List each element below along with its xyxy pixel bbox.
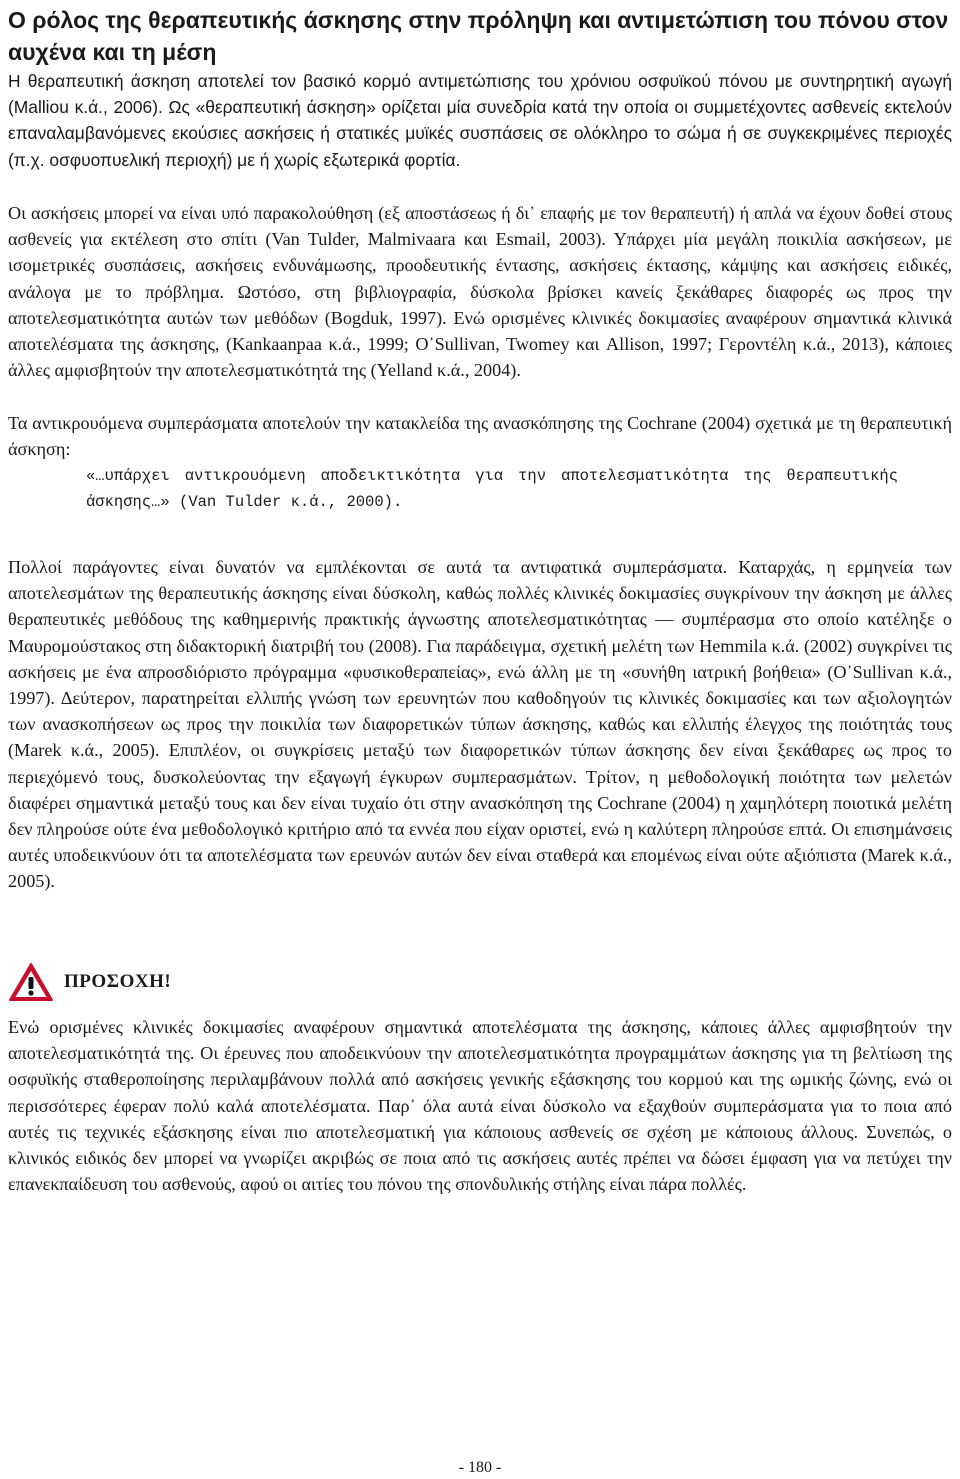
notice-title: ΠΡΟΣΟΧΗ!	[64, 971, 172, 992]
page-number: - 180 -	[458, 1459, 502, 1476]
body-paragraph-1: Η θεραπευτική άσκηση αποτελεί τον βασικό κορμό αντιμετώπισης του χρόνιου οσφυϊκού πόνου με συντηρητική αγωγή (Malliou κ.ά., 2006). Ως «θεραπευτική άσκηση» ορίζεται μία συνεδρία κατά την οποία οι συμμετέχοντες ασθενείς εκτελούν επαναλαμβανόμενες εκούσιες ασκήσεις ή στατικές μυϊκές συσπάσεις σε ολόκληρο το σώμα ή σε συγκεκριμένες περιοχές (π.χ. οσφυοπυελική περιοχή) με ή χωρίς εξωτερικά φορτία.	[8, 71, 952, 170]
page-title: Ο ρόλος της θεραπευτικής άσκησης στην πρόληψη και αντιμετώπιση του πόνου στον αυχένα και τη μέση	[8, 7, 949, 65]
warning-icon	[8, 962, 54, 1002]
body-paragraph-4: Πολλοί παράγοντες είναι δυνατόν να εμπλέκονται σε αυτά τα αντιφατικά συμπεράσματα. Καταρχάς, η ερμηνεία των αποτελεσμάτων της θεραπευτικής άσκησης είναι δύσκολη, καθώς πολλές κλινικές δοκιμασίες συγκρίνουν την άσκηση με άλλες θεραπευτικές μεθόδους της καθημερινής πρακτικής άγνωστης αποτελεσματικότητας — συμπέρασμα στο οποίο κατέληξε ο Μαυρομούστακος στη διδακτορική διατριβή του (2008). Για παράδειγμα, σχετική μελέτη των Hemmila κ.ά. (2002) συγκρίνει τις ασκήσεις με ένα απροσδιόριστο πρόγραμμα «φυσικοθεραπείας», ενώ άλλη με τη «συνήθη ιατρική βοήθεια» (O᾽Sullivan κ.ά., 1997). Δεύτερον, παρατηρείται ελλιπής γνώση των ερευνητών που καθοδηγούν τις κλινικές δοκιμασίες και των αξιολογητών των ανασκοπήσεων ως προς την ποικιλία των διαφορετικών τύπων άσκησης, καθώς και ελλιπής έλεγχος της ποιότητάς τους (Marek κ.ά., 2005). Επιπλέον, οι συγκρίσεις μεταξύ των διαφορετικών τύπων άσκησης δεν είναι ξεκάθαρες ως προς το περιεχόμενό τους, δυσκολεύοντας την εξαγωγή έγκυρων συμπερασμάτων. Τρίτον, η μεθοδολογική ποιότητα των μελετών διαφέρει σημαντικά μεταξύ τους και δεν είναι τυχαίο ότι στην ανασκόπηση της Cochrane (2004) η χαμηλότερη ποιοτικά μελέτη δεν πληρούσε ούτε ένα μεθοδολογικό κριτήριο από τα εννέα που είχαν οριστεί, ενώ η καλύτερη πληρούσε επτά. Οι επισημάνσεις αυτές υποδεικνύουν ότι τα αποτελέσματα των ερευνών αυτών δεν είναι σταθερά και επομένως είναι ούτε αξιόπιστα (Marek κ.ά., 2005).	[8, 557, 952, 892]
block-quote: «…υπάρχει αντικρουόμενη αποδεικτικότητα για την αποτελεσματικότητα της θεραπευτικής άσκησης…» (Van Tulder κ.ά., 2000).	[86, 467, 898, 511]
body-paragraph-3: Τα αντικρουόμενα συμπεράσματα αποτελούν την κατακλείδα της ανασκόπησης της Cochrane (2004) σχετικά με τη θεραπευτική άσκηση:	[8, 413, 952, 460]
body-paragraph-2: Οι ασκήσεις μπορεί να είναι υπό παρακολούθηση (εξ αποστάσεως ή δι᾽ επαφής με τον θεραπευτή) ή απλά να έχουν δοθεί στους ασθενείς για εκτέλεση στο σπίτι (Van Tulder, Malmivaara και Esmail, 2003). Υπάρχει μία μεγάλη ποικιλία ασκήσεων, με ισομετρικές συσπάσεις, ασκήσεις ενδυνάμωσης, προοδευτικής έντασης, ασκήσεις έκτασης, κάμψης και ασκήσεις ειδικές, ανάλογα με το πρόβλημα. Ωστόσο, στη βιβλιογραφία, δύσκολα βρίσκει κανείς ξεκάθαρες διαφορές ως προς την αποτελεσματικότητα αυτών των μεθόδων (Bogduk, 1997). Ενώ ορισμένες κλινικές δοκιμασίες αναφέρουν σημαντικά κλινικά αποτελέσματα της άσκησης, (Kankaanpaa κ.ά., 1999; O᾽Sullivan, Twomey και Allison, 1997; Γεροντέλη κ.ά., 2013), κάποιες άλλες αμφισβητούν την αποτελεσματικότητά της (Yelland κ.ά., 2004).	[8, 203, 952, 381]
notice-heading	[8, 960, 171, 1004]
notice-paragraph: Ενώ ορισμένες κλινικές δοκιμασίες αναφέρουν σημαντικά αποτελέσματα της άσκησης, κάποιες άλλες αμφισβητούν την αποτελεσματικότητά της. Οι έρευνες που αποδεικνύουν την αποτελεσματικότητα προγραμμάτων άσκησης για τη βελτίωση της οσφυϊκής σταθεροποίησης περιλαμβάνουν πολλά από ασκήσεις γενικής εξάσκησης του κορμού και της ωμικής ζώνης, ενώ οι περισσότερες έφεραν πολύ καλά αποτελέσματα. Παρ᾽ όλα αυτά είναι δύσκολο να εξαχθούν συμπεράσματα για το ποια από αυτές τις τεχνικές εξάσκησης είναι πιο αποτελεσματική για κάποιους ασθενείς σε σχέση με κάποιους άλλους. Συνεπώς, ο κλινικός ειδικός δεν μπορεί να γνωρίζει ακριβώς σε ποια από τις ασκήσεις αυτές πρέπει να δώσει έμφαση για να πετύχει την επανεκπαίδευση του ασθενούς, αφού οι αιτίες του πόνου της σπονδυλικής στήλης είναι πάρα πολλές.	[8, 1017, 952, 1195]
